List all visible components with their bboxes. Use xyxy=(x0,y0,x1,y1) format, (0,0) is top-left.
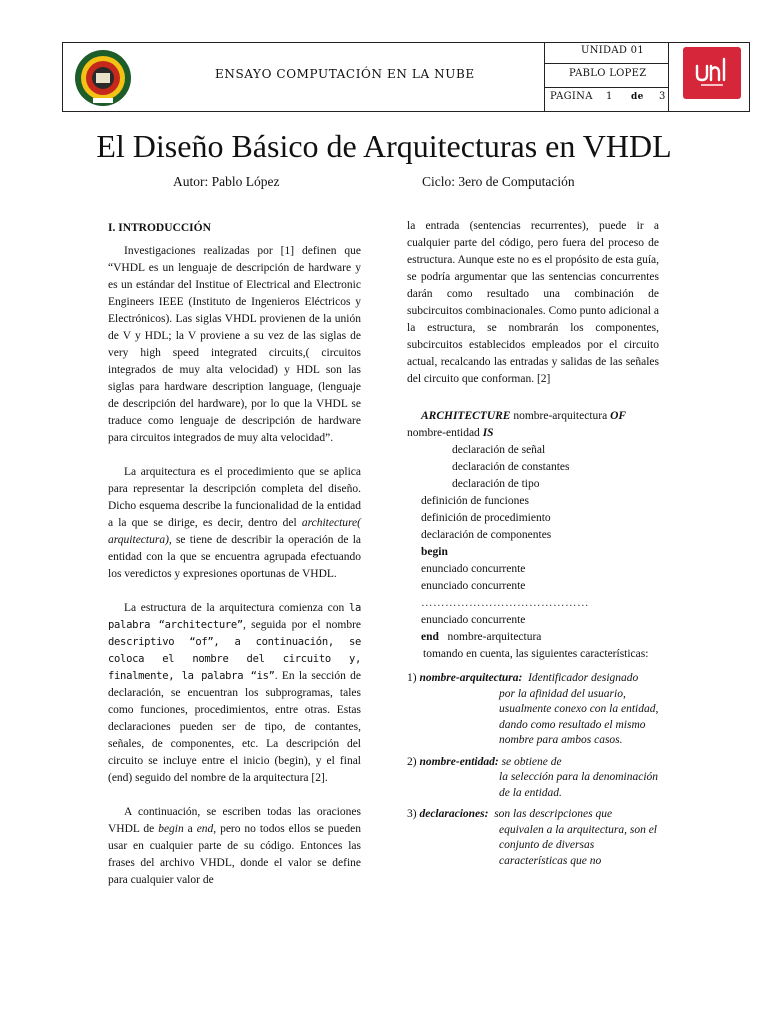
list-item: 3) declaraciones: son las descripciones que equivalen a la arquitectura, son el conjunto de diversas características que no xyxy=(407,808,657,867)
right-column xyxy=(407,218,659,869)
page-of-label: de xyxy=(631,92,644,102)
header-table xyxy=(62,42,750,112)
author-name-label: PABLO LOPEZ xyxy=(569,68,647,79)
left-column xyxy=(108,220,361,889)
document-author: Autor: Pablo López xyxy=(173,174,280,189)
document-cycle: Ciclo: 3ero de Computación xyxy=(422,174,575,189)
header-title: ENSAYO COMPUTACIÓN EN LA NUBE xyxy=(215,67,475,81)
section-heading: I. INTRODUCCIÓN xyxy=(108,222,211,234)
paragraph-continuation: la entrada (sentencias recurrentes), puede ir a cualquier parte del código, pero fuera del proceso de estructura. Aunque este no es el propósito de esta guía, se podría argumentar que las sentencias concurrentes darán como resultado una combinación de subcircuitos combinacionales. Como punto adicional a la estructura, se nombrarán los componentes, subcircuitos establecidos empleados por el circuito actual, recalcando las entradas y salidas de las señales del circuito que conforman. [2] xyxy=(407,220,659,385)
page-label: PAGINA xyxy=(550,91,593,102)
university-seal-logo xyxy=(74,49,132,107)
page-number: 1 xyxy=(606,91,613,102)
page-total: 3 xyxy=(659,91,666,102)
list-item: 1) nombre-arquitectura: Identificador designado por la afinidad del usuario, usualmente conexo con la entidad, dando como resultado el mismo nombre para ambos casos. xyxy=(407,672,659,746)
paragraph-characteristics: tomando en cuenta, las siguientes características: xyxy=(423,648,649,660)
document-title: El Diseño Básico de Arquitecturas en VHDL xyxy=(96,128,672,164)
unl-logo-mark xyxy=(683,47,741,99)
list-item: 2) nombre-entidad: se obtiene de la selección para la denominación de la entidad. xyxy=(407,755,659,799)
paragraph-structure: La estructura de la arquitectura comienza con la palabra “architecture”, seguida por el nombre descriptivo “of”, a continuación, se coloca el nombre del circuito y, finalmente, la palabra “is”. En la sección de declaración, se encuentran los subprogramas, tales como funciones, procedimientos, entre otras. Estas declaraciones pueden ser de tipo, de contantes, señales, de componentes, etc. La descripción del circuito se incluye entre el inicio (begin), y el final (end) seguido del nombre de la arquitectura [2]. xyxy=(108,602,361,784)
unit-label: UNIDAD 01 xyxy=(581,45,644,56)
paragraph-definition: Investigaciones realizadas por [1] definen que “VHDL es un lenguaje de descripción de hardware y es un estándar del Institue of Electrical and Electronic Engineers IEEE (Instituto de Ingenieros Eléctricos y Electrónicos). Las siglas VHDL provienen de la unión de V y HDL; la V proviene a su vez de las siglas de very high speed integrated circuits,( circuitos integrados de muy alta velocidad) y HDL son las siglas para hardware description language, (lenguaje de descripción del hardware), por lo que la VHDL se traduce como lenguaje de descripción de hardware para circuitos integrados de muy alta velocidad”. xyxy=(108,245,361,444)
paragraph-statements: A continuación, se escriben todas las oraciones VHDL de begin a end, pero no todos ellos se pueden usar en cualquier parte de su código. Entonces las frases del archivo VHDL, donde el valor se define para cualquier valor de xyxy=(108,806,361,886)
vhdl-code-block: ARCHITECTURE nombre-arquitectura OF nombre-entidad IS declaración de señal declaración de constantes declaración de tipo definición de funciones definición de procedimiento declaración de componentes begin enunciado concurrente enunciado concurrente …………………………………… enunciado concurrente end nombre-arquitectura xyxy=(407,410,627,643)
unl-logo xyxy=(683,47,741,99)
paragraph-architecture: La arquitectura es el procedimiento que se aplica para representar la descripción completa del diseño. Dicho esquema describe la funcionalidad de la entidad a la que se dirige, es decir, dentro del architecture( arquitectura), se tiene de describir la operación de la entidad con la que se encuentra agrupada efectuando los veredictos y expresiones oportunas de VHDL. xyxy=(108,466,361,580)
